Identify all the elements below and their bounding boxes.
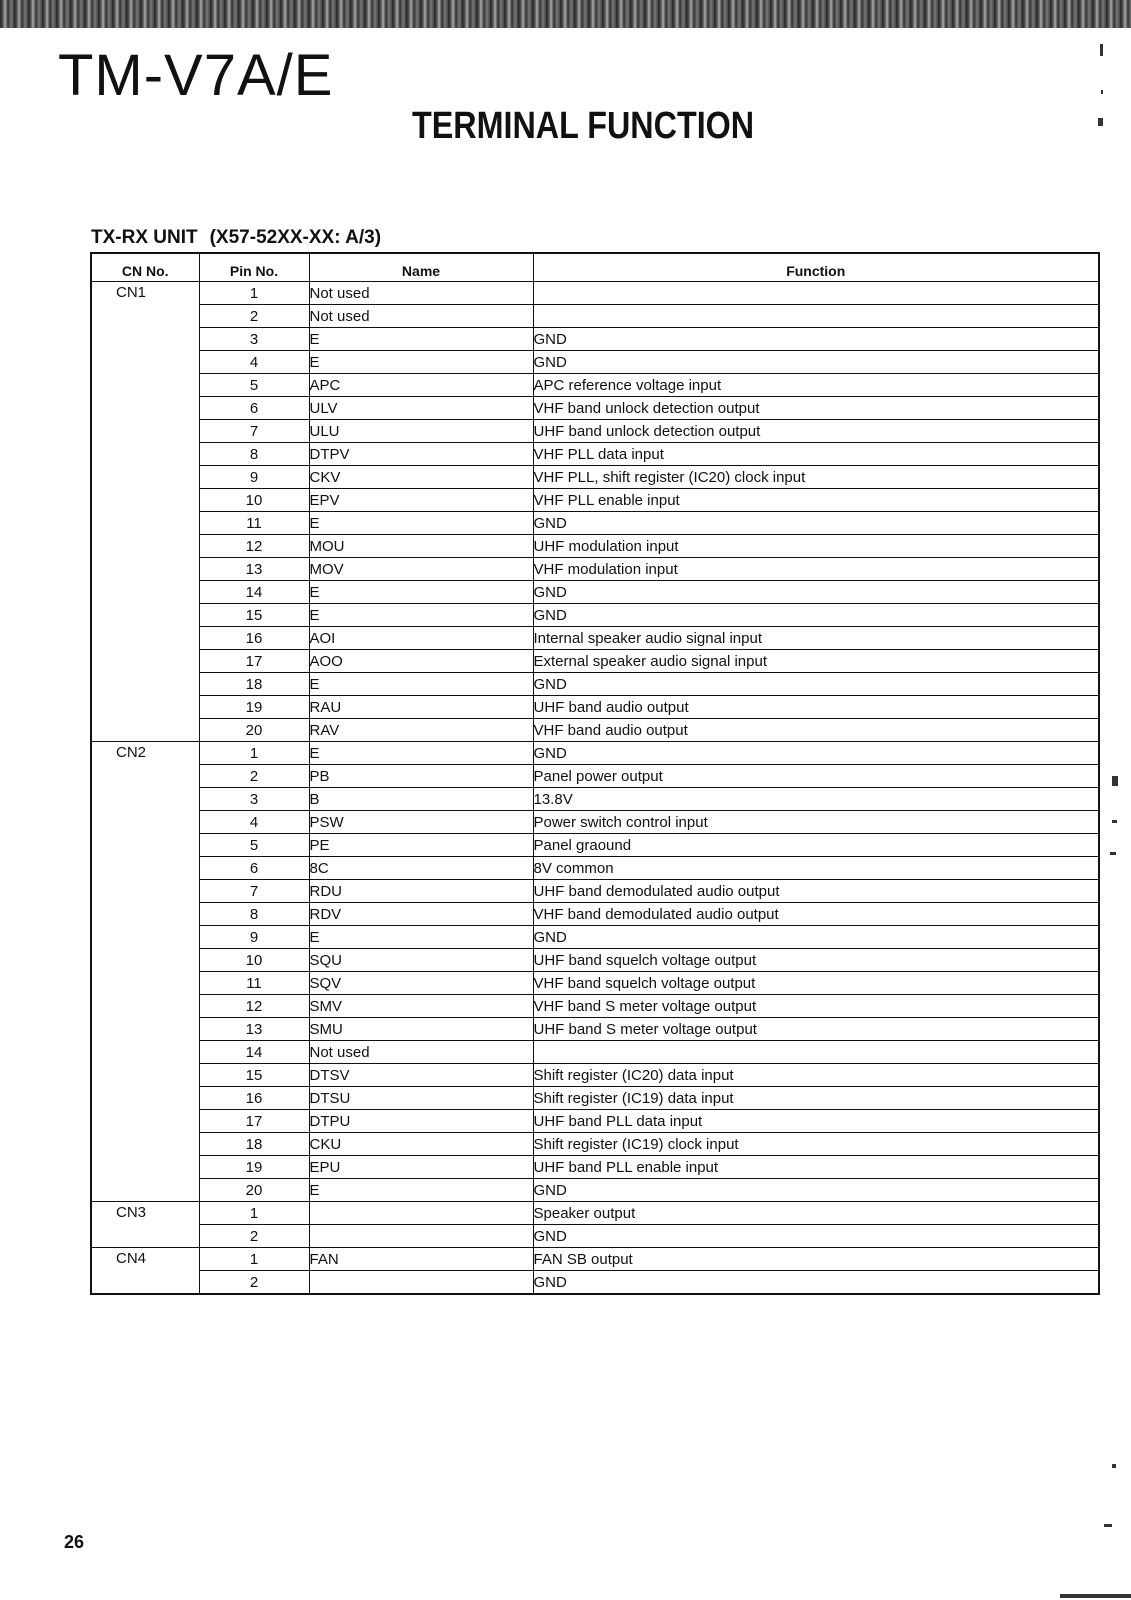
name-cell: E [309, 926, 533, 949]
cn-cell [91, 949, 199, 972]
pin-cell: 14 [199, 1041, 309, 1064]
name-cell: SQV [309, 972, 533, 995]
function-cell: Speaker output [533, 1202, 1099, 1225]
pin-cell: 5 [199, 834, 309, 857]
function-cell: UHF modulation input [533, 535, 1099, 558]
table-row [91, 926, 1099, 949]
name-cell: SMU [309, 1018, 533, 1041]
pin-cell: 19 [199, 1156, 309, 1179]
table-row [91, 995, 1099, 1018]
cn-cell [91, 1018, 199, 1041]
table-row [91, 1087, 1099, 1110]
scan-artifact-band [0, 0, 1131, 28]
function-cell: GND [533, 328, 1099, 351]
name-cell: SMV [309, 995, 533, 1018]
cn-cell [91, 1225, 199, 1248]
cn-cell [91, 788, 199, 811]
pin-cell: 18 [199, 673, 309, 696]
pin-cell: 6 [199, 857, 309, 880]
function-cell: GND [533, 351, 1099, 374]
name-cell: MOU [309, 535, 533, 558]
pin-cell: 10 [199, 949, 309, 972]
name-cell: B [309, 788, 533, 811]
scan-speck [1060, 1594, 1131, 1598]
pin-cell: 1 [199, 1248, 309, 1271]
cn-cell: CN2 [91, 742, 199, 765]
function-cell: GND [533, 581, 1099, 604]
pin-cell: 8 [199, 903, 309, 926]
table-row [91, 604, 1099, 627]
function-cell: Internal speaker audio signal input [533, 627, 1099, 650]
cn-cell [91, 535, 199, 558]
function-cell: VHF band S meter voltage output [533, 995, 1099, 1018]
name-cell: CKV [309, 466, 533, 489]
cn-cell: CN1 [91, 282, 199, 305]
table-row [91, 420, 1099, 443]
cn-cell [91, 489, 199, 512]
pin-cell: 6 [199, 397, 309, 420]
pin-cell: 14 [199, 581, 309, 604]
cn-cell [91, 420, 199, 443]
function-cell: Panel power output [533, 765, 1099, 788]
scan-speck [1110, 852, 1116, 855]
cn-cell [91, 1156, 199, 1179]
table-row [91, 1179, 1099, 1202]
function-cell: GND [533, 604, 1099, 627]
cn-cell [91, 1041, 199, 1064]
table-row [91, 305, 1099, 328]
name-cell: Not used [309, 1041, 533, 1064]
cn-cell [91, 857, 199, 880]
name-cell: DTSU [309, 1087, 533, 1110]
scan-speck [1104, 1524, 1112, 1527]
pin-cell: 17 [199, 650, 309, 673]
function-cell: VHF modulation input [533, 558, 1099, 581]
cn-cell [91, 834, 199, 857]
function-cell: UHF band audio output [533, 696, 1099, 719]
table-row [91, 1156, 1099, 1179]
table-row [91, 650, 1099, 673]
cn-cell: CN3 [91, 1202, 199, 1225]
scan-speck [1112, 820, 1117, 823]
pin-cell: 8 [199, 443, 309, 466]
cn-cell [91, 305, 199, 328]
pin-cell: 4 [199, 811, 309, 834]
pin-cell: 3 [199, 788, 309, 811]
cn-cell [91, 1087, 199, 1110]
table-row [91, 466, 1099, 489]
name-cell: PSW [309, 811, 533, 834]
cn-cell [91, 811, 199, 834]
table-row [91, 742, 1099, 765]
name-cell: E [309, 328, 533, 351]
table-row [91, 1202, 1099, 1225]
scan-speck [1100, 44, 1103, 56]
cn-cell [91, 696, 199, 719]
pin-cell: 9 [199, 926, 309, 949]
pin-cell: 12 [199, 995, 309, 1018]
pin-cell: 13 [199, 1018, 309, 1041]
pin-cell: 2 [199, 1271, 309, 1295]
table-row [91, 328, 1099, 351]
function-cell: Power switch control input [533, 811, 1099, 834]
function-cell: VHF band audio output [533, 719, 1099, 742]
table-row [91, 834, 1099, 857]
table-row [91, 1225, 1099, 1248]
pin-cell: 18 [199, 1133, 309, 1156]
function-cell: VHF PLL, shift register (IC20) clock input [533, 466, 1099, 489]
scan-speck [1112, 776, 1118, 786]
pin-cell: 5 [199, 374, 309, 397]
table-row [91, 512, 1099, 535]
cn-cell [91, 443, 199, 466]
document-title: TM-V7A/E [58, 43, 334, 108]
pin-cell: 15 [199, 1064, 309, 1087]
name-cell: ULU [309, 420, 533, 443]
cn-cell [91, 903, 199, 926]
table-row [91, 443, 1099, 466]
cn-cell [91, 627, 199, 650]
table-row [91, 811, 1099, 834]
function-cell: VHF PLL enable input [533, 489, 1099, 512]
pin-cell: 16 [199, 627, 309, 650]
table-row [91, 880, 1099, 903]
name-cell: E [309, 742, 533, 765]
table-row [91, 397, 1099, 420]
table-row [91, 1271, 1099, 1295]
function-cell: GND [533, 1225, 1099, 1248]
table-row [91, 972, 1099, 995]
pin-cell: 10 [199, 489, 309, 512]
pin-cell: 7 [199, 880, 309, 903]
table-row [91, 489, 1099, 512]
function-cell [533, 1041, 1099, 1064]
table-row [91, 535, 1099, 558]
pin-cell: 2 [199, 765, 309, 788]
header-pin-no: Pin No. [199, 253, 309, 282]
function-cell: GND [533, 673, 1099, 696]
pin-cell: 19 [199, 696, 309, 719]
function-cell: UHF band unlock detection output [533, 420, 1099, 443]
cn-cell [91, 558, 199, 581]
function-cell [533, 282, 1099, 305]
cn-cell [91, 1133, 199, 1156]
name-cell: AOO [309, 650, 533, 673]
name-cell [309, 1271, 533, 1295]
pin-cell: 13 [199, 558, 309, 581]
function-cell: GND [533, 1271, 1099, 1295]
name-cell: Not used [309, 305, 533, 328]
table-row [91, 558, 1099, 581]
name-cell: EPU [309, 1156, 533, 1179]
pin-cell: 12 [199, 535, 309, 558]
name-cell: PB [309, 765, 533, 788]
table-row [91, 581, 1099, 604]
function-cell: GND [533, 512, 1099, 535]
function-cell: UHF band PLL enable input [533, 1156, 1099, 1179]
function-cell: VHF band demodulated audio output [533, 903, 1099, 926]
pin-cell: 16 [199, 1087, 309, 1110]
header-name: Name [309, 253, 533, 282]
table-row [91, 282, 1099, 305]
function-cell: GND [533, 742, 1099, 765]
cn-cell [91, 650, 199, 673]
cn-cell [91, 1064, 199, 1087]
function-cell: VHF band unlock detection output [533, 397, 1099, 420]
name-cell: EPV [309, 489, 533, 512]
name-cell: Not used [309, 282, 533, 305]
name-cell: CKU [309, 1133, 533, 1156]
pin-cell: 9 [199, 466, 309, 489]
table-row [91, 765, 1099, 788]
name-cell [309, 1225, 533, 1248]
name-cell: PE [309, 834, 533, 857]
scan-speck [1112, 1464, 1116, 1468]
cn-cell [91, 351, 199, 374]
cn-cell [91, 581, 199, 604]
function-cell: UHF band demodulated audio output [533, 880, 1099, 903]
name-cell: SQU [309, 949, 533, 972]
cn-cell [91, 604, 199, 627]
table-row [91, 673, 1099, 696]
cn-cell [91, 512, 199, 535]
cn-cell [91, 1110, 199, 1133]
terminal-function-table [90, 252, 1100, 1295]
function-cell: VHF band squelch voltage output [533, 972, 1099, 995]
pin-cell: 2 [199, 1225, 309, 1248]
pin-cell: 17 [199, 1110, 309, 1133]
function-cell: Shift register (IC19) clock input [533, 1133, 1099, 1156]
pin-cell: 11 [199, 972, 309, 995]
pin-cell: 20 [199, 719, 309, 742]
name-cell: 8C [309, 857, 533, 880]
table-row [91, 1110, 1099, 1133]
name-cell: E [309, 1179, 533, 1202]
scan-speck [1101, 90, 1103, 94]
name-cell: RDU [309, 880, 533, 903]
function-cell: GND [533, 1179, 1099, 1202]
function-cell: Panel graound [533, 834, 1099, 857]
name-cell: FAN [309, 1248, 533, 1271]
pin-cell: 2 [199, 305, 309, 328]
name-cell: RAU [309, 696, 533, 719]
pin-cell: 3 [199, 328, 309, 351]
function-cell: Shift register (IC20) data input [533, 1064, 1099, 1087]
table-row [91, 1064, 1099, 1087]
cn-cell [91, 328, 199, 351]
unit-title [91, 226, 381, 250]
name-cell: E [309, 512, 533, 535]
table-row [91, 627, 1099, 650]
name-cell: RDV [309, 903, 533, 926]
table-row [91, 719, 1099, 742]
cn-cell [91, 765, 199, 788]
cn-cell [91, 880, 199, 903]
header-cn-no: CN No. [91, 253, 199, 282]
page-number: 26 [64, 1532, 85, 1552]
function-cell: FAN SB output [533, 1248, 1099, 1271]
function-cell: VHF PLL data input [533, 443, 1099, 466]
name-cell: E [309, 604, 533, 627]
unit-name: TX-RX UNIT [91, 227, 198, 248]
name-cell: APC [309, 374, 533, 397]
pin-cell: 20 [199, 1179, 309, 1202]
function-cell [533, 305, 1099, 328]
pin-cell: 1 [199, 742, 309, 765]
name-cell: E [309, 673, 533, 696]
table-row [91, 788, 1099, 811]
function-cell: UHF band squelch voltage output [533, 949, 1099, 972]
name-cell: DTPV [309, 443, 533, 466]
pin-cell: 7 [199, 420, 309, 443]
pin-cell: 1 [199, 282, 309, 305]
pin-cell: 1 [199, 1202, 309, 1225]
section-title: TERMINAL FUNCTION [412, 105, 755, 147]
table-row [91, 949, 1099, 972]
cn-cell [91, 1271, 199, 1295]
cn-cell [91, 397, 199, 420]
cn-cell [91, 374, 199, 397]
name-cell: DTSV [309, 1064, 533, 1087]
pin-cell: 4 [199, 351, 309, 374]
cn-cell [91, 1179, 199, 1202]
name-cell: E [309, 351, 533, 374]
table-row [91, 857, 1099, 880]
cn-cell [91, 995, 199, 1018]
function-cell: External speaker audio signal input [533, 650, 1099, 673]
table-row [91, 1248, 1099, 1271]
unit-code: (X57-52XX-XX: A/3) [209, 227, 382, 248]
name-cell: AOI [309, 627, 533, 650]
name-cell: DTPU [309, 1110, 533, 1133]
name-cell: E [309, 581, 533, 604]
function-cell: UHF band PLL data input [533, 1110, 1099, 1133]
name-cell: ULV [309, 397, 533, 420]
table-body [91, 282, 1099, 1295]
function-cell: UHF band S meter voltage output [533, 1018, 1099, 1041]
pin-cell: 15 [199, 604, 309, 627]
cn-cell [91, 466, 199, 489]
function-cell: Shift register (IC19) data input [533, 1087, 1099, 1110]
cn-cell: CN4 [91, 1248, 199, 1271]
cn-cell [91, 972, 199, 995]
table-row [91, 1041, 1099, 1064]
function-cell: 8V common [533, 857, 1099, 880]
name-cell: RAV [309, 719, 533, 742]
function-cell: APC reference voltage input [533, 374, 1099, 397]
table-row [91, 903, 1099, 926]
table-row [91, 1133, 1099, 1156]
cn-cell [91, 926, 199, 949]
table-header-row [91, 253, 1099, 282]
scan-speck [1098, 118, 1103, 126]
table-row [91, 1018, 1099, 1041]
table-row [91, 351, 1099, 374]
cn-cell [91, 673, 199, 696]
header-function: Function [533, 253, 1099, 282]
pin-cell: 11 [199, 512, 309, 535]
function-cell: 13.8V [533, 788, 1099, 811]
function-cell: GND [533, 926, 1099, 949]
table-row [91, 696, 1099, 719]
cn-cell [91, 719, 199, 742]
name-cell [309, 1202, 533, 1225]
table-row [91, 374, 1099, 397]
name-cell: MOV [309, 558, 533, 581]
